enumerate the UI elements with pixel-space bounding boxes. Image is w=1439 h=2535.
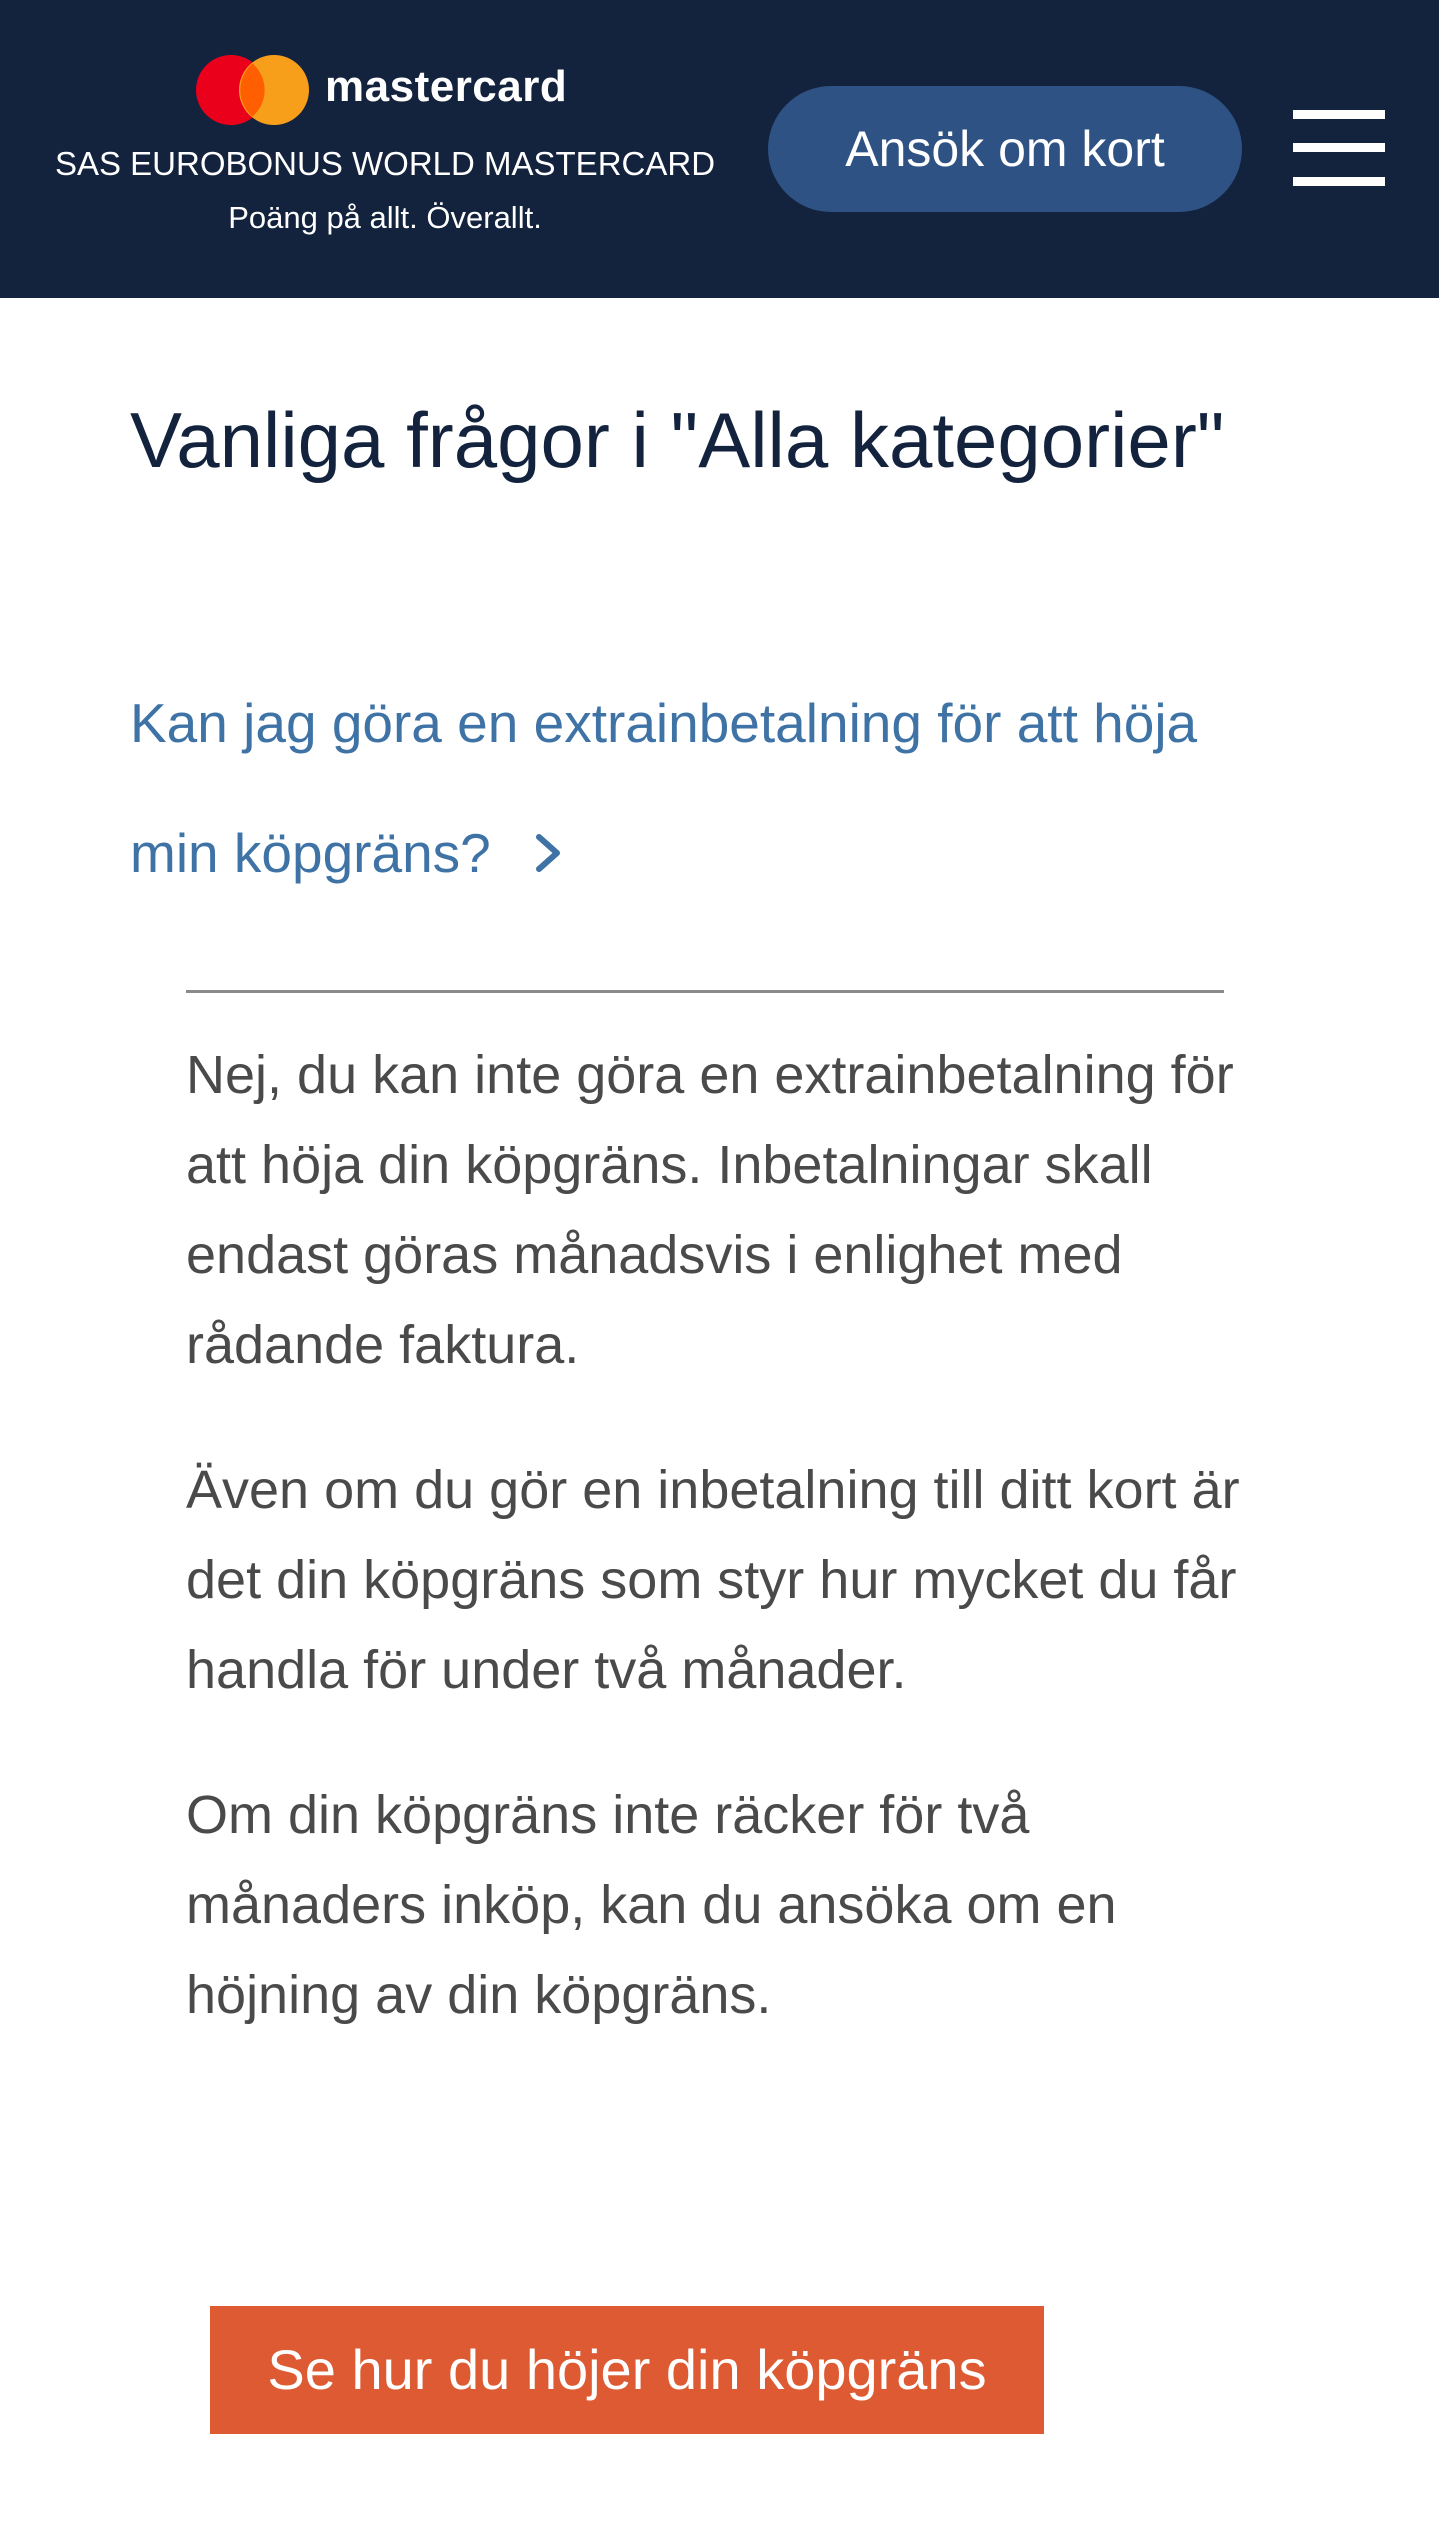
raise-limit-button[interactable]: Se hur du höjer din köpgräns xyxy=(210,2306,1044,2434)
card-name: SAS EUROBONUS WORLD MASTERCARD xyxy=(54,145,716,182)
answer-paragraph-2: Även om du gör en inbetalning till ditt kort är det din köpgräns som styr hur mycket du får handla för under två månader. xyxy=(186,1460,1240,1700)
answer-paragraph-1: Nej, du kan inte göra en extrainbetalning för att höja din köpgräns. Inbetalningar skall endast göras månadsvis i enlighet med rådande faktura. xyxy=(186,1045,1234,1375)
menu-bar-top xyxy=(1293,110,1385,119)
apply-for-card-button[interactable]: Ansök om kort xyxy=(768,86,1242,212)
menu-bar-bottom xyxy=(1293,177,1385,186)
menu-bar-middle xyxy=(1293,143,1385,152)
chevron-right-icon xyxy=(527,833,567,873)
mastercard-wordmark: mastercard xyxy=(325,62,568,111)
site-header xyxy=(0,0,1439,298)
answer-paragraph-3: Om din köpgräns inte räcker för två månaders inköp, kan du ansöka om en höjning av din köpgräns. xyxy=(186,1785,1117,2025)
page-title: Vanliga frågor i "Alla kategorier" xyxy=(130,396,1225,484)
mastercard-logo xyxy=(195,54,615,134)
faq-question-link[interactable] xyxy=(130,658,1290,918)
brand-tagline: Poäng på allt. Överallt. xyxy=(228,200,542,235)
hamburger-menu-icon[interactable] xyxy=(1293,110,1385,186)
mastercard-circles-icon xyxy=(195,54,310,126)
brand-block[interactable] xyxy=(40,50,730,250)
faq-question-text: Kan jag göra en extrainbetalning för att höja min köpgräns? xyxy=(130,692,1198,884)
answer-divider xyxy=(186,990,1224,993)
faq-answer xyxy=(186,1030,1266,2095)
